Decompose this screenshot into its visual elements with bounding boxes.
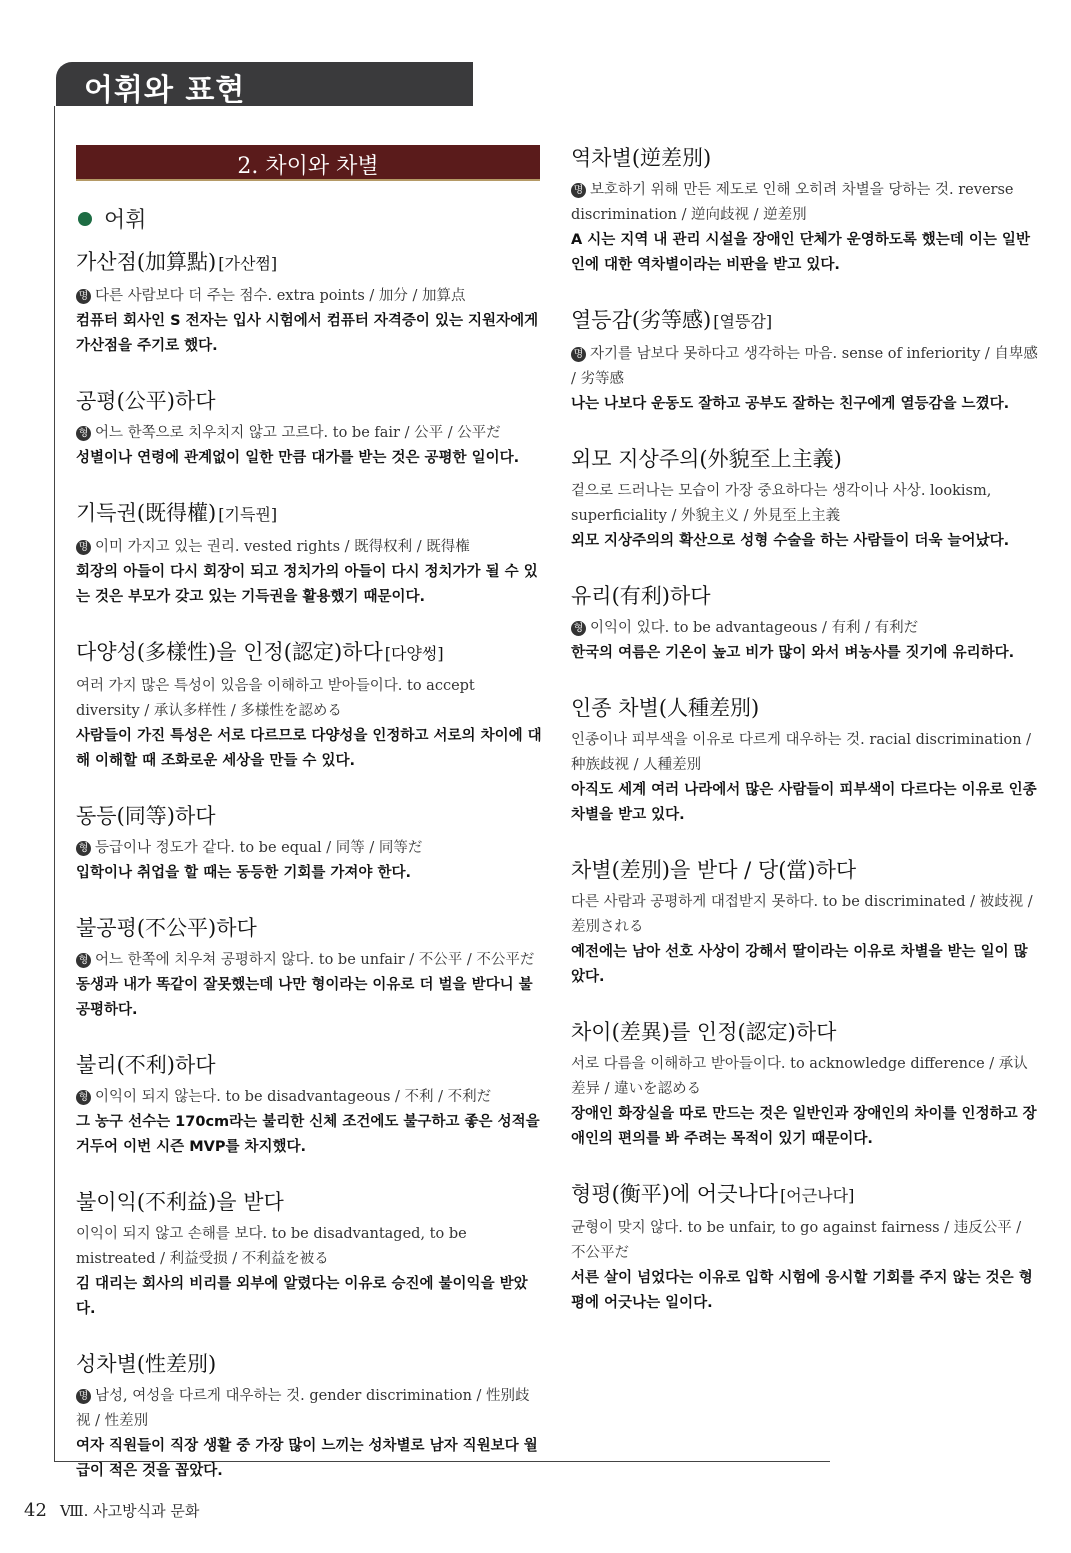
vocab-entry [76,1350,542,1484]
vocab-entry [571,445,1039,554]
entry-term: 형평(衡平)에 어긋나다 [571,1182,779,1206]
vocab-heading [78,203,147,234]
entry-definition-line [76,836,542,861]
entry-term-line [76,1051,542,1079]
entry-definition-line [571,178,1039,228]
section-title: 2. 차이와 차별 [237,154,379,179]
vocab-entry [571,694,1039,828]
entry-term-line [76,1188,542,1216]
entry-term: 다양성(多樣性)을 인정(認定)하다 [76,640,383,664]
entry-definition-line [76,948,542,973]
entry-definition: 보호하기 위해 만든 제도로 인해 오히려 차별을 당하는 것. reverse discrimination / 逆向歧视 / 逆差別 [571,182,1014,223]
entry-definition: 자기를 남보다 못하다고 생각하는 마음. sense of inferiority / 自卑感 / 劣等感 [571,346,1038,387]
entry-definition-line [76,284,542,309]
vocab-label: 어휘 [104,208,147,233]
entry-example: 동생과 내가 똑같이 잘못했는데 나만 형이라는 이유로 더 벌을 받다니 불공평하다. [76,977,533,1018]
entry-term-line [571,144,1039,172]
entry-term-line [76,1350,542,1378]
entry-example: 한국의 여름은 기온이 높고 비가 많이 와서 벼농사를 짓기에 유리하다. [571,645,1015,661]
entry-definition: 다른 사람과 공평하게 대접받지 못하다. to be discriminated / 被歧视 / 差別される [571,894,1033,935]
part-of-speech-badge: 형 [76,841,91,856]
entry-example: A 시는 지역 내 관리 시설을 장애인 단체가 운영하도록 했는데 이는 일반인에 대한 역차별이라는 비판을 받고 있다. [571,232,1030,273]
entry-definition-line [571,616,1039,641]
part-of-speech-badge: 명 [571,183,586,198]
entry-term: 인종 차별(人種差別) [571,696,760,720]
entry-definition: 여러 가지 많은 특성이 있음을 이해하고 받아들이다. to accept diversity / 承认多样性 / 多様性を認める [76,678,475,719]
vocab-entry [571,144,1039,278]
entry-definition-line [76,1222,542,1272]
entry-definition-line [571,1216,1039,1266]
vocab-entry [76,387,542,471]
entry-term-line [571,694,1039,722]
entry-example: 나는 나보다 운동도 잘하고 공부도 잘하는 친구에게 열등감을 느꼈다. [571,396,1010,412]
entry-example: 서른 살이 넘었다는 이유로 입학 시험에 응시할 기회를 주지 않는 것은 형평에 어긋나는 일이다. [571,1270,1033,1311]
vocab-entry [571,1180,1039,1316]
header-bar [56,62,473,106]
part-of-speech-badge: 명 [76,540,91,555]
entry-term: 동등(同等)하다 [76,804,216,828]
entry-term-line [571,582,1039,610]
entry-pronunciation: [가산쩜] [218,254,278,273]
part-of-speech-badge: 형 [76,426,91,441]
entry-definition: 등급이나 정도가 같다. to be equal / 同等 / 同等だ [95,840,423,856]
entry-term-line [571,1180,1039,1210]
entry-example: 장애인 화장실을 따로 만드는 것은 일반인과 장애인의 차이를 인정하고 장애인의 편의를 봐 주려는 목적이 있기 때문이다. [571,1106,1037,1147]
entry-definition: 어느 한쪽으로 치우치지 않고 고르다. to be fair / 公平 / 公平だ [95,425,501,441]
entry-term: 유리(有利)하다 [571,584,711,608]
vocab-entry [76,1188,542,1322]
entry-definition-line [76,535,542,560]
entry-definition: 균형이 맞지 않다. to be unfair, to go against fairness / 违反公平 / 不公平だ [571,1220,1022,1261]
entry-example: 김 대리는 회사의 비리를 외부에 알렸다는 이유로 승진에 불이익을 받았다. [76,1276,528,1317]
part-of-speech-badge: 명 [76,1389,91,1404]
entry-pronunciation: [열뜽감] [713,312,773,331]
entry-pronunciation: [기득꿘] [218,505,278,524]
entry-definition: 인종이나 피부색을 이유로 다르게 대우하는 것. racial discrimination / 种族歧视 / 人種差別 [571,732,1032,773]
entry-example: 컴퓨터 회사인 S 전자는 입사 시험에서 컴퓨터 자격증이 있는 지원자에게 가산점을 주기로 했다. [76,313,539,354]
vocab-entry [76,1051,542,1160]
entry-term: 차별(差別)을 받다 / 당(當)하다 [571,858,857,882]
entry-term: 불이익(不利益)을 받다 [76,1190,284,1214]
page-number: 42 [24,1500,47,1521]
vocab-entry [571,582,1039,666]
vocab-entry [571,1018,1039,1152]
entry-term: 차이(差異)를 인정(認定)하다 [571,1020,837,1044]
left-column [76,248,542,1512]
entry-term-line [571,1018,1039,1046]
entry-example: 그 농구 선수는 170cm라는 불리한 신체 조건에도 불구하고 좋은 성적을 거두어 이번 시즌 MVP를 차지했다. [76,1114,540,1155]
vocab-entry [76,248,542,359]
entry-definition-line [571,479,1039,529]
right-column [571,144,1039,1344]
entry-term-line [76,499,542,529]
entry-term-line [76,638,542,668]
entry-definition: 어느 한쪽에 치우쳐 공평하지 않다. to be unfair / 不公平 / 不公平だ [95,952,535,968]
section-banner [76,145,540,181]
entry-example: 예전에는 남아 선호 사상이 강해서 딸이라는 이유로 차별을 받는 일이 많았다. [571,944,1028,985]
entry-definition-line [76,1085,542,1110]
entry-pronunciation: [다양썽] [384,644,444,663]
entry-term-line [76,802,542,830]
entry-definition-line [76,1384,542,1434]
part-of-speech-badge: 형 [571,621,586,636]
vocab-entry [76,914,542,1023]
entry-term: 외모 지상주의(外貌至上主義) [571,447,842,471]
entry-term-line [571,445,1039,473]
page-footer [24,1500,199,1521]
entry-pronunciation: [어근나다] [780,1186,855,1205]
vocab-entry [571,856,1039,990]
part-of-speech-badge: 형 [76,1090,91,1105]
entry-example: 외모 지상주의의 확산으로 성형 수술을 하는 사람들이 더욱 늘어났다. [571,533,1010,549]
entry-definition: 이익이 되지 않고 손해를 보다. to be disadvantaged, to be mistreated / 利益受损 / 不利益を被る [76,1226,467,1267]
vocab-entry [76,499,542,610]
entry-term-line [571,856,1039,884]
entry-example: 아직도 세계 여러 나라에서 많은 사람들이 피부색이 다르다는 이유로 인종 차별을 받고 있다. [571,782,1037,823]
entry-term-line [76,914,542,942]
frame-left-rule [54,106,55,1462]
vocab-entry [571,306,1039,417]
entry-term-line [571,306,1039,336]
entry-definition-line [571,728,1039,778]
entry-definition-line [76,421,542,446]
entry-term: 불리(不利)하다 [76,1053,216,1077]
entry-example: 성별이나 연령에 관계없이 일한 만큼 대가를 받는 것은 공평한 일이다. [76,450,520,466]
entry-example: 회장의 아들이 다시 회장이 되고 정치가의 아들이 다시 정치가가 될 수 있는 것은 부모가 갖고 있는 기득권을 활용했기 때문이다. [76,564,538,605]
chapter-label: Ⅷ. 사고방식과 문화 [60,1502,200,1520]
entry-example: 사람들이 가진 특성은 서로 다르므로 다양성을 인정하고 서로의 차이에 대해 이해할 때 조화로운 세상을 만들 수 있다. [76,728,542,769]
entry-definition-line [76,674,542,724]
entry-term: 열등감(劣等感) [571,308,712,332]
entry-definition: 이익이 있다. to be advantageous / 有利 / 有利だ [590,620,919,636]
entry-definition: 이미 가지고 있는 권리. vested rights / 既得权利 / 既得権 [95,539,470,555]
entry-definition-line [571,890,1039,940]
entry-term-line [76,387,542,415]
entry-term: 성차별(性差別) [76,1352,217,1376]
entry-definition: 남성, 여성을 다르게 대우하는 것. gender discrimination / 性别歧视 / 性差別 [76,1388,530,1429]
entry-term: 기득권(既得權) [76,501,217,525]
bullet-dot-icon [78,212,92,226]
entry-term: 공평(公平)하다 [76,389,216,413]
entry-definition-line [571,342,1039,392]
vocab-entry [76,638,542,774]
entry-definition: 이익이 되지 않는다. to be disadvantageous / 不利 / 不利だ [95,1089,492,1105]
vocab-entry [76,802,542,886]
entry-definition: 서로 다름을 이해하고 받아들이다. to acknowledge difference / 承认差异 / 違いを認める [571,1056,1028,1097]
entry-example: 여자 직원들이 직장 생활 중 가장 많이 느끼는 성차별로 남자 직원보다 월급이 적은 것을 꼽았다. [76,1438,538,1479]
entry-term: 가산점(加算點) [76,250,217,274]
entry-term: 불공평(不公平)하다 [76,916,257,940]
entry-definition: 겉으로 드러나는 모습이 가장 중요하다는 생각이나 사상. lookism, superficiality / 外貌主义 / 外見至上主義 [571,483,992,524]
entry-term: 역차별(逆差別) [571,146,712,170]
entry-example: 입학이나 취업을 할 때는 동등한 기회를 가져야 한다. [76,865,411,881]
header-title: 어휘와 표현 [84,73,246,108]
part-of-speech-badge: 명 [571,347,586,362]
entry-definition: 다른 사람보다 더 주는 점수. extra points / 加分 / 加算点 [95,288,466,304]
part-of-speech-badge: 형 [76,953,91,968]
entry-definition-line [571,1052,1039,1102]
part-of-speech-badge: 명 [76,289,91,304]
entry-term-line [76,248,542,278]
